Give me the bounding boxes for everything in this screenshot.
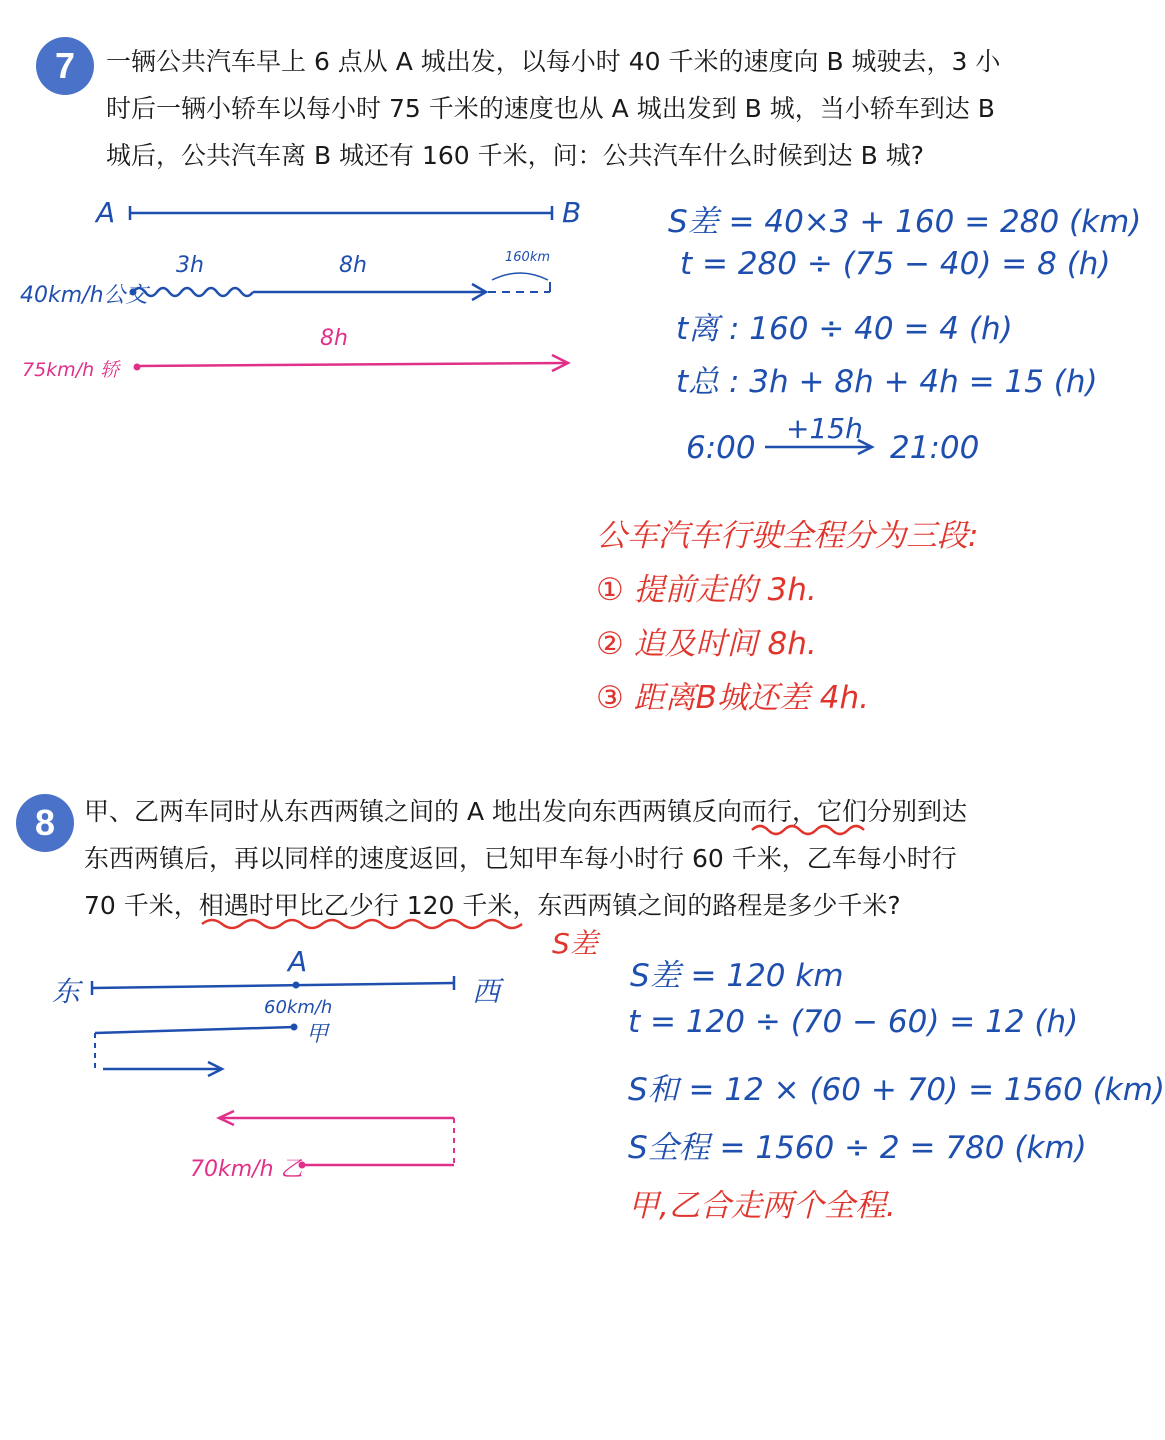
note-line: ② 追及时间 8h.	[596, 626, 817, 662]
east-label: 东	[52, 975, 81, 1008]
jia-label: 甲	[306, 1022, 329, 1047]
note-line: 公车汽车行驶全程分为三段:	[596, 518, 979, 554]
seg-3h-label: 3h	[176, 253, 204, 278]
timeline-start: 6:00	[686, 430, 756, 466]
west-label: 西	[472, 975, 501, 1008]
jia-outbound	[95, 1027, 294, 1033]
wavy-3h-segment	[133, 288, 253, 296]
point-b-label: B	[562, 196, 582, 229]
problem-line: 东西两镇后，再以同样的速度返回，已知甲车每小时行 60 千米，乙车每小时行	[84, 844, 957, 873]
solution-line: S差 = 120 km	[630, 958, 844, 994]
note-line: ① 提前走的 3h.	[596, 572, 817, 608]
solution-line: t = 280 ÷ (75 − 40) = 8 (h)	[680, 246, 1111, 282]
solution-line: S差 = 40×3 + 160 = 280 (km)	[668, 204, 1142, 240]
problem-line: 城后，公共汽车离 B 城还有 160 千米，问：公共汽车什么时候到达 B 城?	[106, 141, 924, 170]
car-path	[137, 363, 566, 366]
problem-line: 时后一辆小轿车以每小时 75 千米的速度也从 A 城出发到 B 城，当小轿车到达 B	[106, 94, 995, 123]
seg-160km-label: 160km	[505, 250, 551, 265]
problem-number-badge	[16, 794, 74, 852]
solution-line: S和 = 12 × (60 + 70) = 1560 (km)	[628, 1072, 1165, 1108]
problem-line: 甲、乙两车同时从东西两镇之间的 A 地出发向东西两镇反向而行，它们分别到达	[84, 797, 967, 826]
problem-number: 7	[54, 45, 76, 86]
car-8h-label: 8h	[320, 326, 348, 351]
solution-line: t总 : 3h + 8h + 4h = 15 (h)	[676, 364, 1098, 400]
timeline-delta: +15h	[786, 412, 863, 445]
underline-note: S差	[552, 927, 598, 960]
car-speed-label: 75km/h 轿	[22, 359, 120, 381]
problem-text	[84, 788, 967, 929]
solution-line: S全程 = 1560 ÷ 2 = 780 (km)	[628, 1130, 1087, 1166]
seg-8h-label: 8h	[339, 253, 367, 278]
east-west-segment	[92, 983, 454, 988]
point-a-label: A	[288, 945, 308, 978]
note-line: ③ 距离B城还差 4h.	[596, 680, 869, 716]
problem-number: 8	[34, 802, 56, 843]
solution-line: t离 : 160 ÷ 40 = 4 (h)	[676, 311, 1013, 347]
jia-speed-label: 60km/h	[264, 997, 333, 1018]
point-a-dot	[293, 982, 300, 989]
problem-line: 一辆公共汽车早上 6 点从 A 城出发，以每小时 40 千米的速度向 B 城驶去，3 小	[106, 47, 1001, 76]
note-line: 甲,乙合走两个全程.	[628, 1188, 896, 1224]
solution-line: t = 120 ÷ (70 − 60) = 12 (h)	[628, 1004, 1079, 1040]
problem-line: 70 千米，相遇时甲比乙少行 120 千米，东西两镇之间的路程是多少千米?	[84, 891, 901, 920]
yi-speed-label: 70km/h 乙	[190, 1157, 303, 1182]
brace-160km	[492, 273, 548, 280]
bus-speed-label: 40km/h公交	[20, 283, 148, 308]
point-a-label: A	[96, 196, 116, 229]
timeline-end: 21:00	[890, 430, 980, 466]
